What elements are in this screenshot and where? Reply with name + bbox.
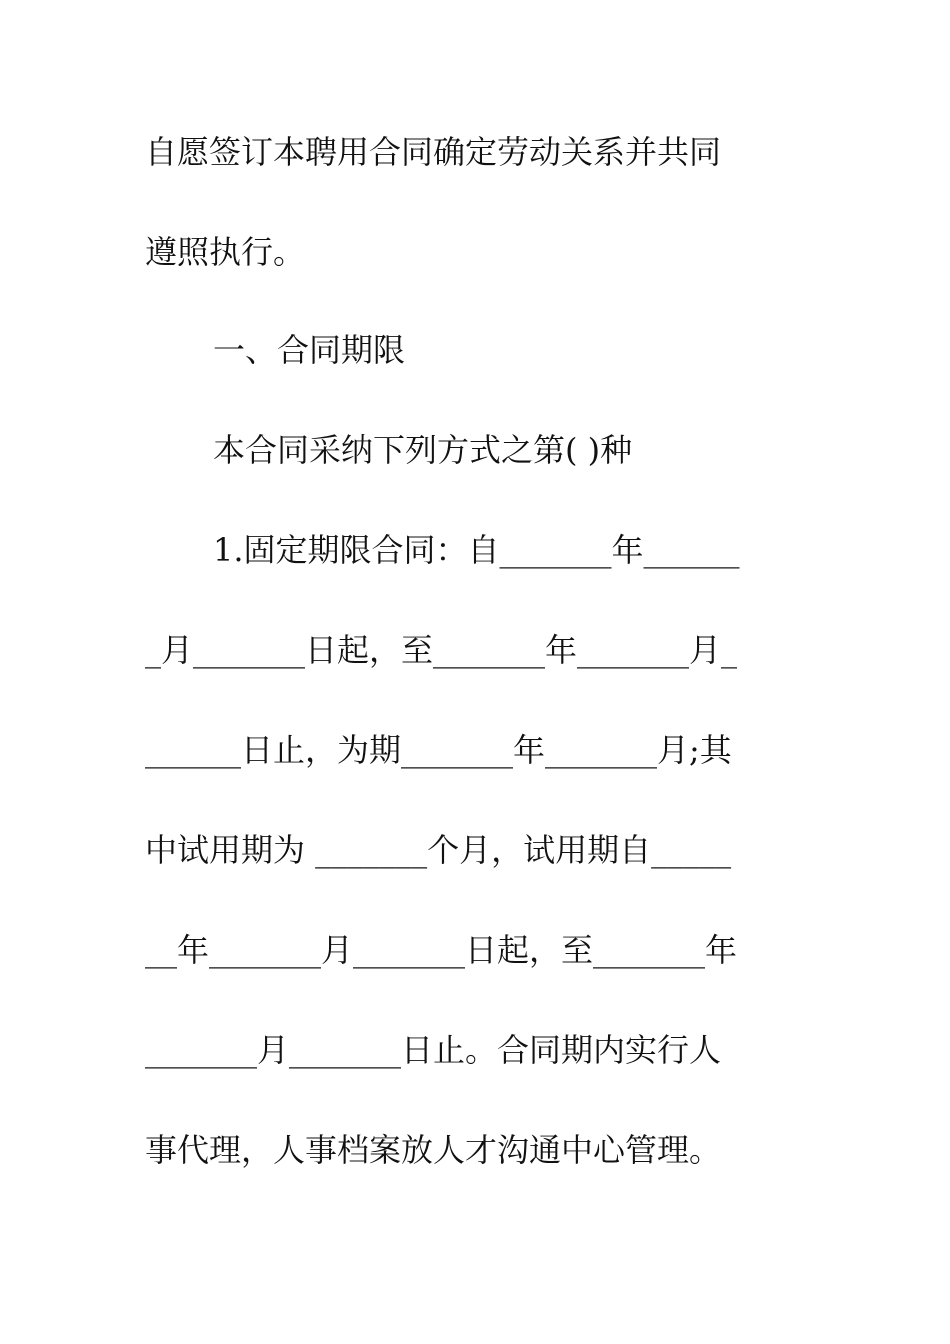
paragraph-line-7: ______日止，为期_______年_______月;其 [145,731,732,769]
paragraph-line-2: 遵照执行。 [145,233,306,271]
paragraph-line-6: _月_______日起，至_______年_______月_ [145,631,738,669]
paragraph-line-9: __年_______月_______日起，至_______年 [145,931,738,969]
paragraph-line-fixed-term: 1.固定期限合同：自_______年______ [213,531,740,569]
paragraph-line-1: 自愿签订本聘用合同确定劳动关系并共同 [145,133,722,171]
section-heading-contract-term: 一、合同期限 [213,331,406,369]
paragraph-line-10: _______月_______日止。合同期内实行人 [145,1031,722,1069]
paragraph-line-8: 中试用期为 _______个月，试用期自_____ [145,831,732,869]
paragraph-line-11: 事代理，人事档案放人才沟通中心管理。 [145,1131,722,1169]
paragraph-line-contract-method: 本合同采纳下列方式之第( )种 [213,431,633,469]
